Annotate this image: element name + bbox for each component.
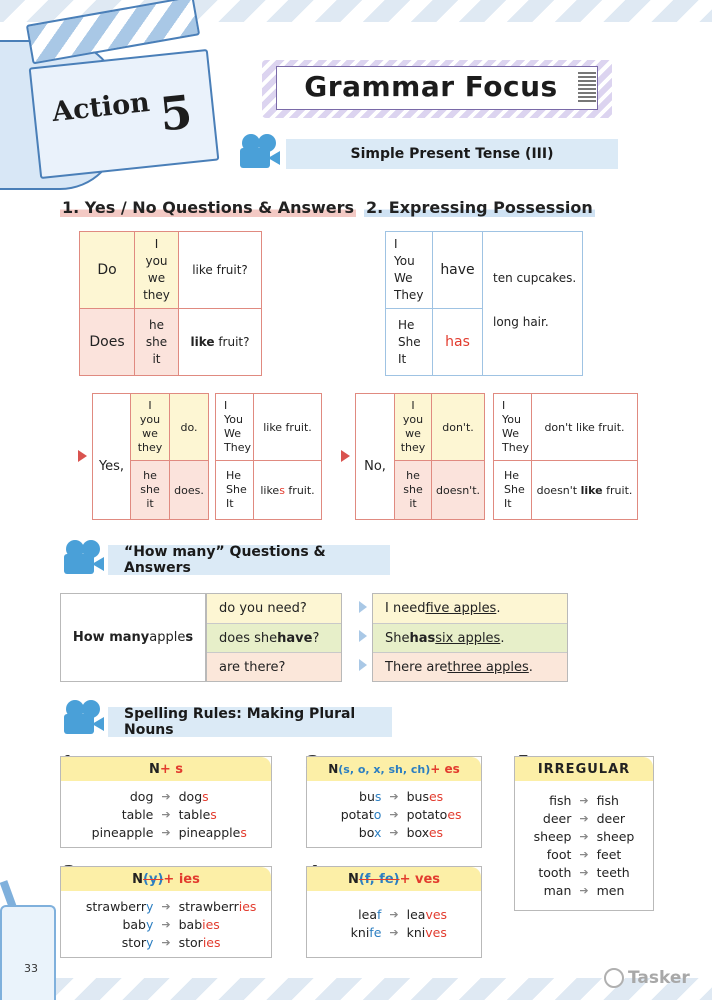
rule-2-box — [306, 756, 482, 848]
answer-row: I need five apples . — [373, 594, 567, 623]
rest-do: like fruit? — [179, 232, 262, 309]
word-pair: bus ➔ buses — [359, 788, 444, 804]
rest-does: like fruit? — [179, 309, 262, 376]
word-pair: baby ➔ babies — [122, 916, 220, 932]
arrow-icon — [359, 630, 367, 642]
rule-2-header: N (s, o, x, sh, ch) + es — [307, 757, 481, 781]
section-label-how-many: “How many” Questions & Answers — [108, 545, 390, 575]
yes-full-subj-1: I You We They — [216, 394, 254, 461]
rule-1-box — [60, 756, 272, 848]
word-pair: foot ➔ feet — [546, 846, 622, 862]
word-pair: story ➔ stories — [121, 934, 221, 950]
subjects-do: I you we they — [135, 232, 179, 309]
section-label-tense: Simple Present Tense (III) — [286, 139, 618, 169]
aux-does: Does — [80, 309, 135, 376]
no-short-doesnt: doesn't. — [432, 461, 485, 520]
possession-heading: 2. Expressing Possession — [366, 198, 593, 217]
yes-arrow-icon — [78, 450, 87, 462]
question-table — [79, 231, 262, 376]
yes-subj-2: he she it — [131, 461, 170, 520]
yes-full-subj-2: He She It — [216, 461, 254, 520]
no-full-1: don't like fruit. — [532, 394, 638, 461]
how-many-questions — [206, 593, 342, 682]
question-row: does she have ? — [207, 623, 341, 652]
how-many-answers — [372, 593, 568, 682]
no-full-subj-1: I You We They — [494, 394, 532, 461]
word-pair: potato ➔ potatoes — [340, 806, 462, 822]
yes-full-1: like fruit. — [254, 394, 322, 461]
camera-icon — [62, 540, 106, 574]
no-subj-2: he she it — [395, 461, 432, 520]
subjects-does: he she it — [135, 309, 179, 376]
poss-verb-has: has — [433, 309, 483, 376]
arrow-icon — [359, 659, 367, 671]
yes-full-2: likes fruit. — [254, 461, 322, 520]
word-pair: leaf ➔ leaves — [358, 906, 448, 922]
word-pair: tooth ➔ teeth — [538, 864, 630, 880]
rule-4-box — [306, 866, 482, 958]
word-pair: man ➔ men — [543, 882, 625, 898]
word-pair: box ➔ boxes — [358, 824, 444, 840]
poss-verb-have: have — [433, 232, 483, 309]
word-pair: sheep ➔ sheep — [533, 828, 635, 844]
action-number: 5 — [157, 84, 195, 142]
page-title: Grammar Focus — [304, 70, 558, 103]
yes-subj-1: I you we they — [131, 394, 170, 461]
question-row: do you need? — [207, 594, 341, 623]
rule-1-header: N + s — [61, 757, 271, 781]
section-label-spelling: Spelling Rules: Making Plural Nouns — [108, 707, 392, 737]
no-subj-1: I you we they — [395, 394, 432, 461]
rule-3-box — [60, 866, 272, 958]
word-pair: strawberry ➔ strawberries — [85, 898, 257, 914]
word-pair: dog ➔ dogs — [129, 788, 209, 804]
word-pair: fish ➔ fish — [549, 792, 619, 808]
rule-3-header: N (y) + ies — [61, 867, 271, 891]
poss-subjects-1: I You We They — [386, 232, 433, 309]
how-many-subject: How many apple s — [60, 593, 206, 682]
tasker-logo-icon — [604, 968, 624, 988]
brand-name: Tasker — [628, 968, 690, 988]
no-short-table — [355, 393, 485, 520]
rule-4-header: N (f, fe) + ves — [307, 867, 481, 891]
no-arrow-icon — [341, 450, 350, 462]
camera-icon — [62, 700, 106, 734]
possession-table — [385, 231, 583, 376]
rule-5-header: IRREGULAR — [515, 757, 653, 781]
poss-object-1: ten cupcakes. — [483, 232, 583, 309]
no-full-2: doesn't like fruit. — [532, 461, 638, 520]
answer-row: She has six apples . — [373, 623, 567, 652]
rule-5-box — [514, 756, 654, 911]
yes-short-does: does. — [170, 461, 209, 520]
page-number: 33 — [24, 962, 38, 975]
answer-row: There are three apples . — [373, 652, 567, 681]
yesno-heading: 1. Yes / No Questions & Answers — [62, 198, 355, 217]
no-full-subj-2: He She It — [494, 461, 532, 520]
yes-short-do: do. — [170, 394, 209, 461]
yes-short-table — [92, 393, 209, 520]
yes-full-table — [215, 393, 322, 520]
word-pair: pineapple ➔ pineapples — [91, 824, 247, 840]
question-row: are there? — [207, 652, 341, 681]
word-pair: deer ➔ deer — [542, 810, 626, 826]
arrow-icon — [359, 601, 367, 613]
action-label: Action — [50, 86, 152, 129]
no-label: No, — [356, 394, 395, 520]
yes-label: Yes, — [93, 394, 131, 520]
aux-do: Do — [80, 232, 135, 309]
poss-subjects-2: He She It — [386, 309, 433, 376]
camera-icon — [238, 134, 282, 168]
word-pair: table ➔ tables — [121, 806, 217, 822]
no-full-table — [493, 393, 638, 520]
cup-illustration — [0, 905, 56, 1000]
poss-object-2: long hair. — [483, 309, 583, 376]
no-short-dont: don't. — [432, 394, 485, 461]
title-lines-decoration — [578, 72, 596, 104]
word-pair: knife ➔ knives — [350, 924, 447, 940]
